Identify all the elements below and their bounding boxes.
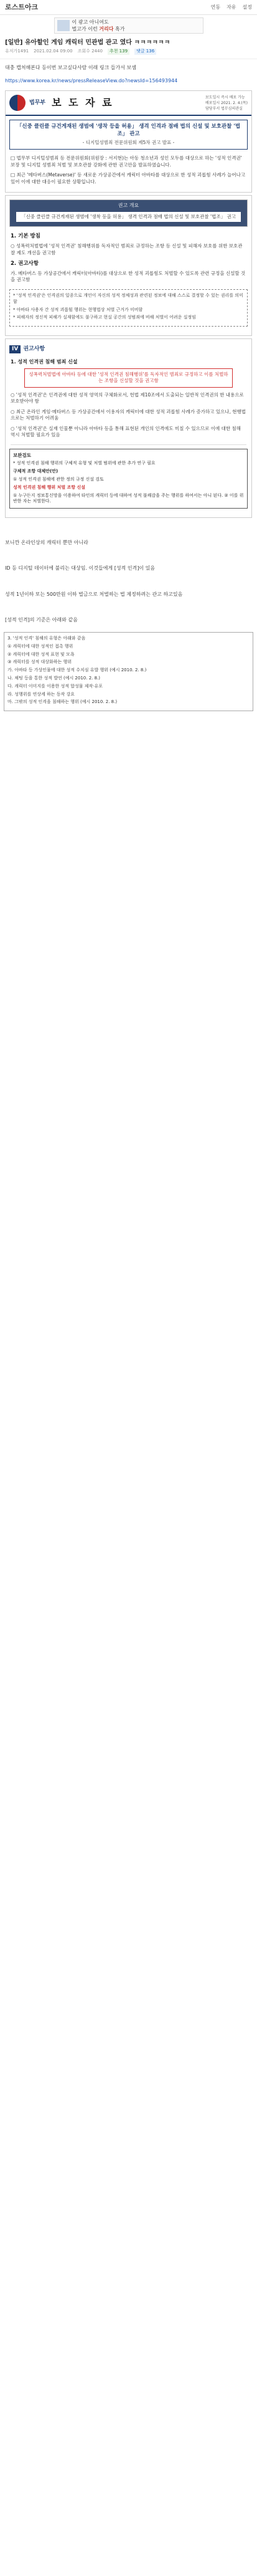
ad-banner[interactable] (54, 17, 203, 34)
article-likes: 추천 139 (108, 49, 129, 55)
nav-item-0[interactable]: 연동 (210, 4, 221, 10)
press-release-header (6, 91, 251, 116)
ad-line2a: 벌고가 이런 (72, 26, 98, 32)
ad-line1: 이 광고 아니여도 (72, 19, 109, 25)
draft-t1b: * 성적 인격권 침해 행위의 구체적 유형 및 처벌 범위에 관한 추가 연구 필요 (13, 461, 156, 466)
draft-t3: 성적 인격권 침해 행위 처벌 조항 신설 (13, 484, 86, 490)
nav-item-2[interactable]: 설정 (242, 4, 252, 10)
article-views: 조회수 2440 (77, 49, 103, 54)
press-release-meta (205, 95, 248, 112)
headline: 「신중 클린클 규건게재된 생범에 '생착 등을 허용」 생격 인격과 점배 법의 신설 및 보호관찰 '법조」 관고 (16, 123, 241, 138)
criteria-5: 나. 채팅 등을 통한 성적 발언 (예시 2010. 2. 8.) (7, 675, 101, 681)
section-body-0: ○ 성폭력처벌법에 '성적 인격권' 침해행위를 독자적인 범죄로 규정하는 조항 등 신설 및 피해자 보호를 위한 보호관찰 제도 개선을 권고함 (11, 243, 243, 256)
criteria-0: 3. '성적 인격' 침해의 유형은 아래와 같음 (7, 635, 86, 641)
section-heading-0: 1. 기본 방침 (11, 233, 40, 240)
criteria-3: ③ 캐릭터를 성적 대상화하는 행위 (7, 659, 72, 665)
article-title: [일반] 유아할인 게임 캐릭터 민관법 관고 였다 ㅋㅋㅋㅋㅋㅋ (5, 39, 171, 46)
article-comments[interactable]: 댓글 136 (134, 49, 156, 55)
ad-text (72, 19, 125, 32)
ad-line2c: 혹가 (114, 26, 125, 32)
criteria-6: 다. 캐릭터 이미지를 이용한 성적 합성물 제작·유포 (7, 683, 103, 689)
site-logo[interactable]: 로스트아크 (5, 2, 39, 11)
draft-t1: 보완검토 (13, 452, 31, 458)
section-iv-title (9, 345, 248, 353)
criteria-box (4, 632, 253, 711)
criteria-7: 라. 성행위를 연상케 하는 동작 강요 (7, 691, 75, 697)
source-link[interactable]: https://www.korea.kr/news/pressReleaseView.do?newsId=156493944 (5, 77, 178, 84)
sec4-para-1: ○ 최근 온라인 게임·메타버스 등 가상공간에서 이용자의 캐릭터에 대한 성적 괴롭힘 사례가 증가하고 있으나, 현행법으로는 처벌하기 어려움 (11, 408, 246, 421)
criteria-4: 가. 아바타 등 가상인물에 대한 성적 수치심 유발 행위 (예시 2010. 2. 8.) (7, 668, 147, 673)
recommendation-redbox: 성폭력처벌법에 아바타 등에 대한 '성적 인격권 침해행위'를 독자적인 범죄로 규정하고 이를 처벌하는 조항을 신설할 것을 권고함 (24, 368, 233, 388)
criteria-2: ② 캐릭터에 대한 성적 표현 및 모욕 (7, 651, 75, 657)
post-line-1: 보니깐 온라인상의 캐릭터 뿐만 아니라 (5, 540, 88, 546)
post-line-4: [성적 인격]의 기준은 아래와 같음 (5, 616, 78, 623)
notes-box (9, 289, 248, 327)
note-1: * 아바타 사용자 간 성적 괴롭힘 행위는 현행법상 처벌 근거가 미비함 (13, 307, 143, 312)
ad-line2b: 거리다 (99, 26, 114, 32)
site-header (0, 0, 257, 15)
press-release-image-2 (5, 195, 252, 336)
section-iv-label: 권고사항 (23, 346, 45, 353)
sec4-para-2: ○ '성적 인격권'은 실재 인물뿐 아니라 아바타 등을 통해 표현된 개인의 인격에도 미칠 수 있으므로 이에 대한 침해 역시 처벌할 필요가 있음 (11, 425, 241, 438)
post-line-2: ID 등 디지털 데이터에 불리는 대상임. 이것들에게 [성적 인격]이 있음 (5, 565, 156, 572)
intro-para-1: □ 최근 '메타버스(Metaverse)' 등 새로운 가상공간에서 캐릭터 아바타를 대상으로 한 성적 괴롭힘 사례가 늘어나고 있어 이에 대한 대응이 필요한 상황입니다. (11, 172, 246, 184)
press-release-image (5, 90, 252, 193)
overview-title: 권고 개요 (118, 203, 139, 209)
recommendation-overview (9, 199, 248, 227)
article-date: 2021.02.04 09:00 (34, 49, 73, 54)
press-release-title: 보 도 자 료 (52, 96, 114, 108)
post-line-3: 성적 1년이하 또는 500만원 이하 벌금으로 처벌하는 법 제정하려는 관고 하고있음 (5, 591, 183, 597)
sec4-para-0: ○ '성적 인격권'은 인격권에 대한 성적 영역의 구체화로서, 헌법 제10조에서 도출되는 일반적 인격권의 한 내용으로 보호받아야 함 (11, 391, 244, 405)
criteria-8: 마. 그밖의 성적 인격을 침해하는 행위 (예시 2010. 2. 8.) (7, 699, 118, 705)
section-iv-number: IV (9, 345, 21, 353)
section-body-1: 가. 메타버스 등 가상공간에서 캐릭터(아바타)를 대상으로 한 성적 괴롭힘도 처벌할 수 있도록 관련 규정을 신설할 것을 권고함 (11, 270, 246, 283)
article-summary: 대충 캡처해본다 등이번 보고싶다사람 이래 링크 들가서 보셈 (5, 64, 136, 70)
section-iv-step: 1. 성적 인격권 침해 범죄 신설 (11, 358, 78, 365)
section-heading-1: 2. 권고사항 (11, 261, 39, 267)
ad-line2 (72, 26, 125, 32)
intro-para-0: □ 법무부 디지털성범죄 등 전문위원회(위원장 : 서지현)는 아동 청소년과 성인 모두를 대상으로 하는 '성적 인격권' 보장 및 디지털 성범죄 처벌 및 보호관찰 강화에 관한 권고안을 발표하였습니다. (11, 155, 242, 168)
draft-t2b: ① 성적 인격권 침해에 관한 정의 규정 신설 검토 (13, 476, 104, 482)
criteria-1: ① 캐릭터에 대한 성적인 접촉 행위 (7, 643, 73, 649)
article-author[interactable]: 유저가1491 (5, 49, 29, 54)
note-2: * 피해자의 정신적 피해가 실재함에도 불구하고 현실 공간의 성범죄에 비해 처벌이 어려운 실정임 (13, 315, 196, 320)
overview-statement: 「신중 클린클 규건게재된 생범에 '생착 등을 허용」 생격 인격과 점배 법의 신설 및 보호관찰 '법조」 권고 (16, 212, 241, 223)
press-release-image-3 (5, 338, 252, 518)
draft-provisions-box (9, 449, 248, 509)
meta-line-0: 보도일시 즉시 배포 가능 (205, 95, 245, 100)
article-meta (0, 49, 257, 59)
government-emblem-icon (9, 95, 26, 111)
headline-box (9, 120, 248, 150)
ministry-name: 법무부 (29, 99, 46, 106)
nav-item-1[interactable]: 자유 (227, 4, 236, 10)
meta-line-1: 배포일시 2021. 2. 4.(목) (205, 100, 248, 105)
header-nav (211, 4, 252, 11)
draft-t3b: ① 누구든지 정보통신망을 이용하여 타인의 캐릭터 등에 대하여 성적 불쾌감을 주는 행위를 하여서는 아니 된다. ② 이를 위반한 자는 처벌한다. (13, 492, 244, 504)
meta-line-2: 담당부서 법무심의관실 (205, 106, 243, 111)
note-0: * '성적 인격권'은 인격권의 일종으로 개인이 자신의 성적 정체성과 관련된 정보에 대해 스스로 결정할 수 있는 권리를 의미함 (13, 292, 243, 304)
ad-thumbnail (57, 20, 70, 31)
headline-subtitle: - 디지털성범죄 전문위원회 제5차 권고 발표 - (82, 139, 175, 145)
draft-t2: 구체적 조항 대체안(안) (13, 469, 58, 474)
overview-head (10, 200, 247, 226)
